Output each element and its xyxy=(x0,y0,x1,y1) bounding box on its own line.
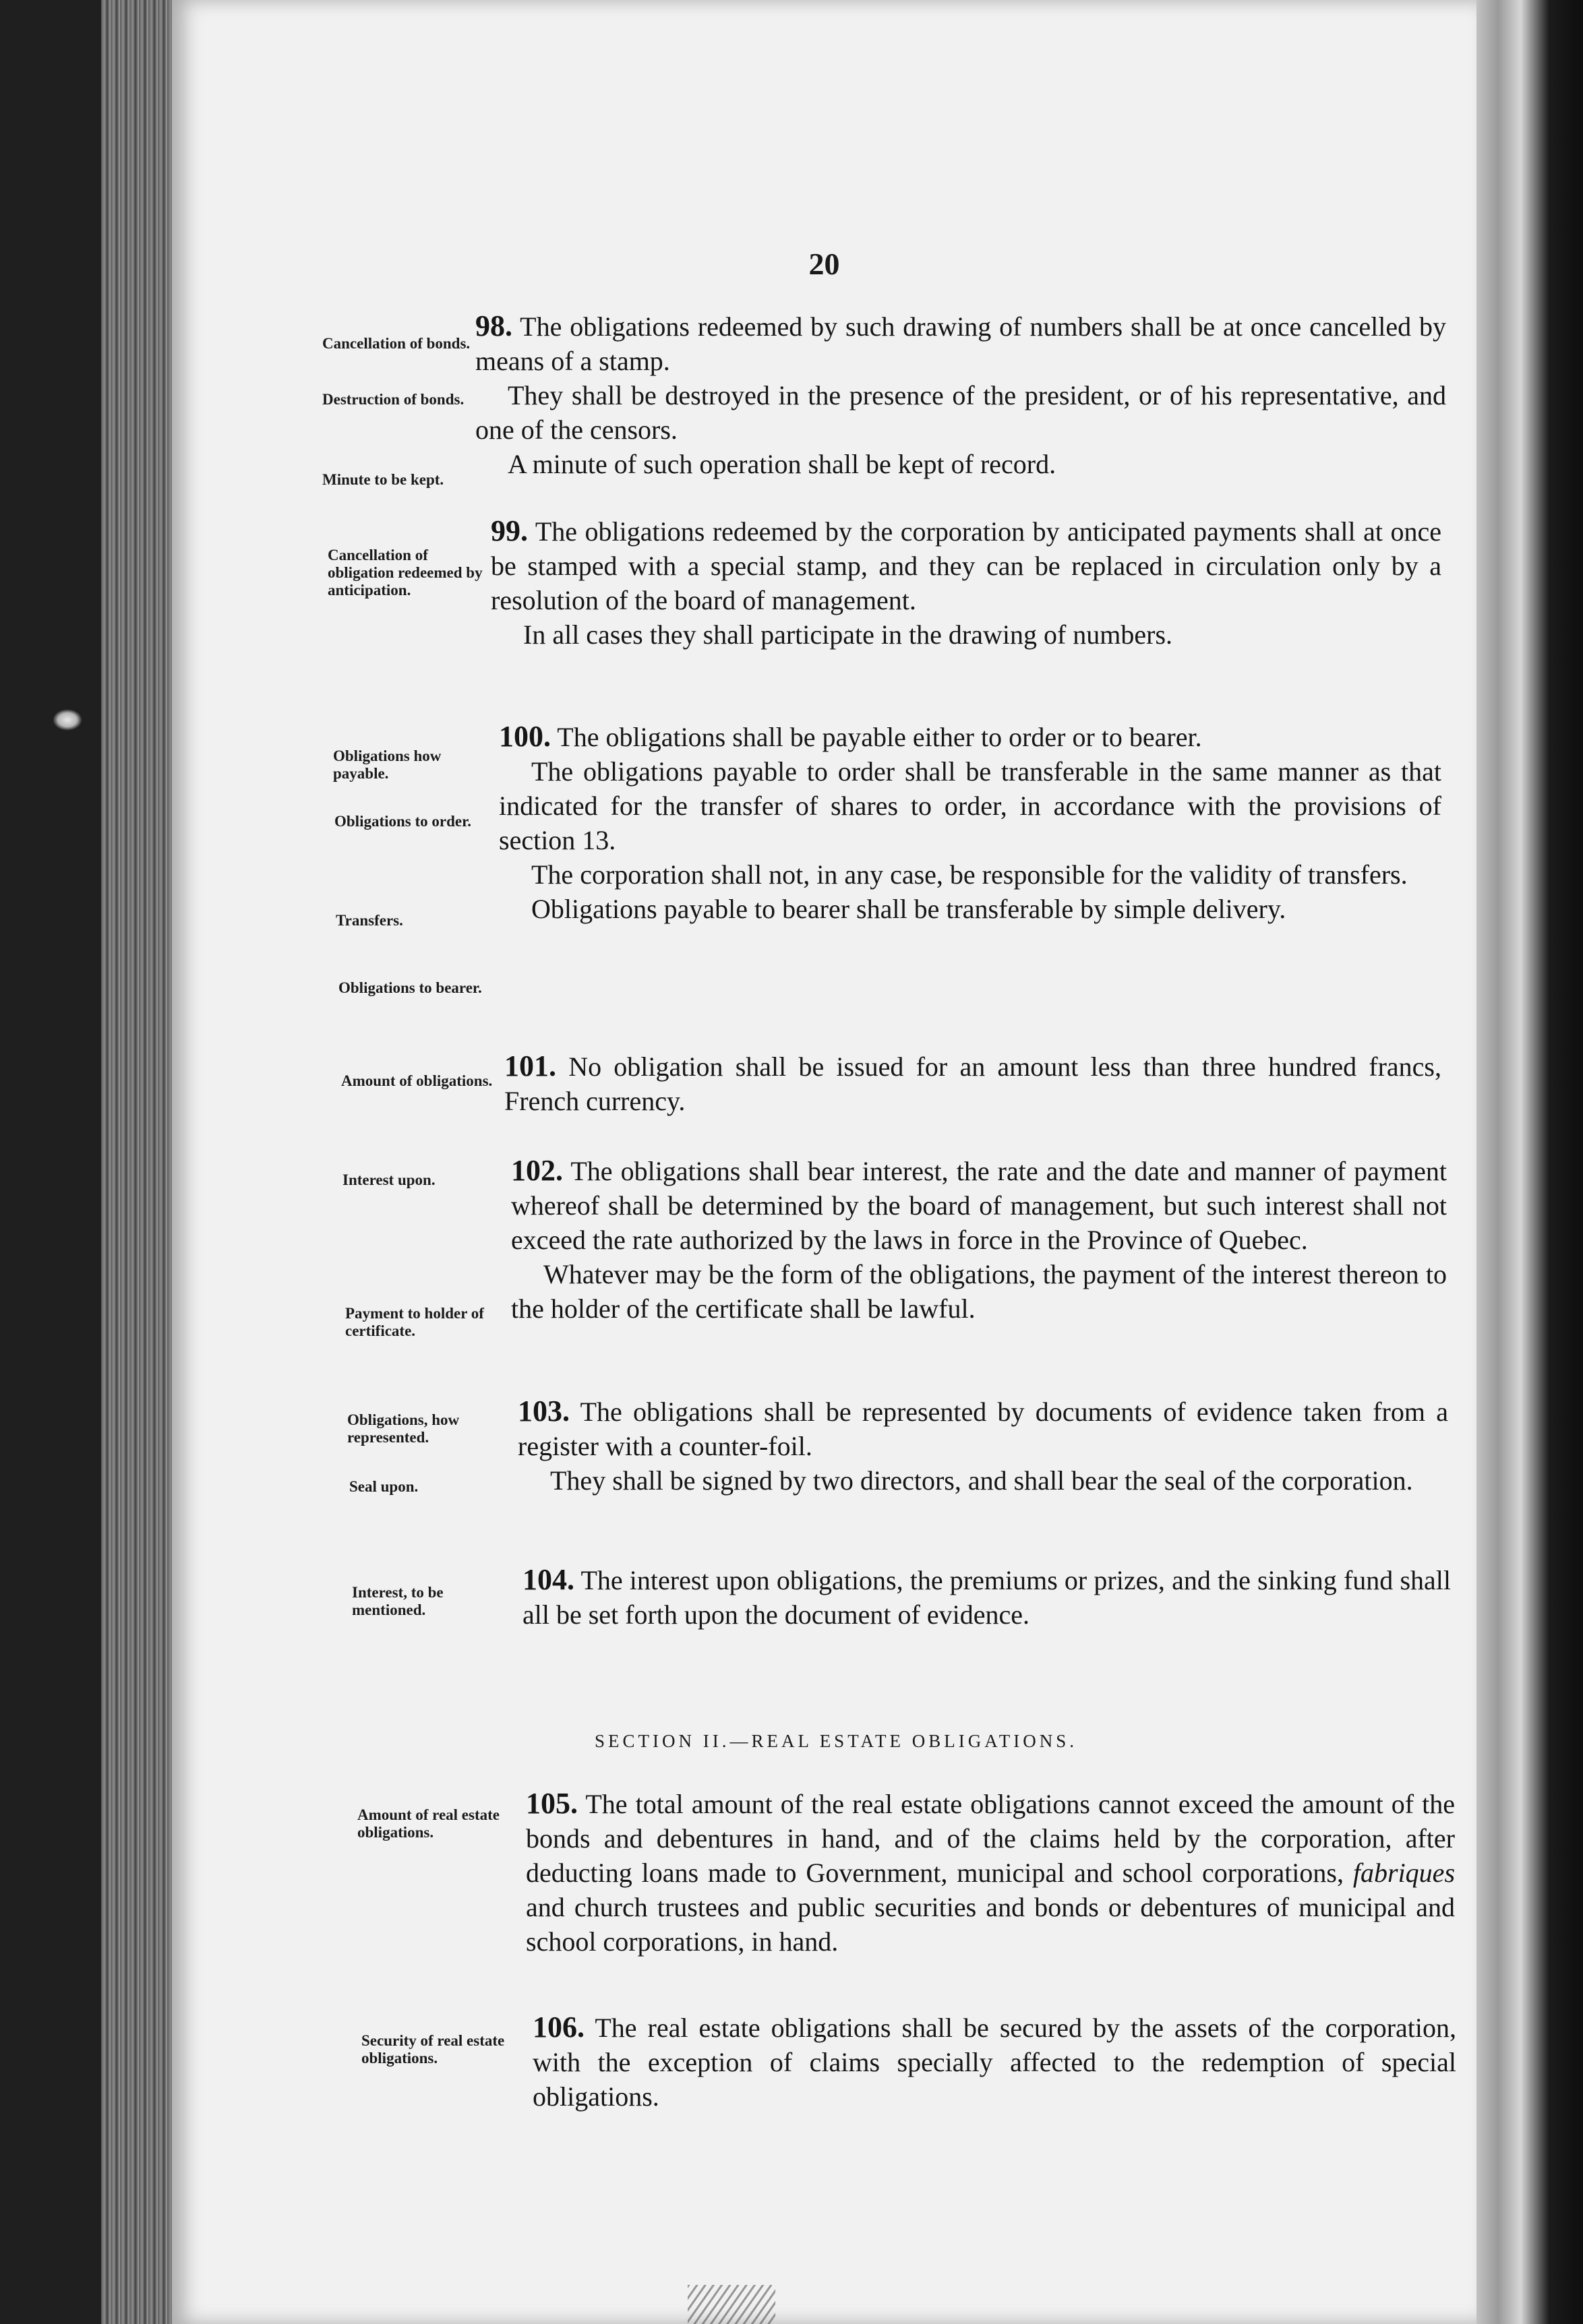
margin-note: Obligations to bearer. xyxy=(338,979,482,996)
paragraph: The interest upon obligations, the premiums or prizes, and the sinking fund shall all be set forth upon the document of evidence. xyxy=(522,1565,1451,1630)
paragraph: Whatever may be the form of the obligations, the payment of the interest thereon to the holder of the certificate shall be lawful. xyxy=(511,1259,1447,1324)
paragraph: The obligations redeemed by such drawing of numbers shall be at once cancelled by means of a stamp. xyxy=(475,311,1446,376)
section-100 xyxy=(499,719,1441,926)
section-102 xyxy=(511,1153,1447,1326)
paragraph: The corporation shall not, in any case, be responsible for the validity of transfers. xyxy=(531,859,1408,890)
margin-note: Amount of real estate obligations. xyxy=(357,1806,500,1841)
margin-note: Obligations, how represented. xyxy=(347,1411,460,1446)
margin-note: Obligations how payable. xyxy=(333,747,442,782)
margin-note: Interest, to be mentioned. xyxy=(352,1584,444,1618)
section-number: 105. xyxy=(526,1787,578,1820)
section-103 xyxy=(518,1394,1448,1498)
paragraph: The obligations shall be represented by documents of evidence taken from a register with a counter-foil. xyxy=(518,1397,1448,1461)
paragraph: In all cases they shall participate in the drawing of numbers. xyxy=(523,619,1173,650)
margin-note: Transfers. xyxy=(336,912,403,929)
margin-note: Minute to be kept. xyxy=(322,471,444,488)
margin-note: Cancellation of bonds. xyxy=(322,335,471,352)
paragraph: The real estate obligations shall be secured by the assets of the corporation, with the exception of claims specially affected to the redemption of special obligations. xyxy=(533,2013,1457,2112)
margin-note: Cancellation of obligation redeemed by anticipation. xyxy=(328,547,483,599)
paragraph: No obligation shall be issued for an amount less than three hundred francs, French currency. xyxy=(504,1051,1441,1116)
section-105 xyxy=(526,1786,1455,1959)
section-number: 106. xyxy=(533,2011,585,2044)
scan-artifact xyxy=(688,2285,775,2324)
section-98 xyxy=(475,309,1446,481)
paragraph: They shall be signed by two directors, and shall bear the seal of the corporation. xyxy=(550,1465,1413,1496)
page-edges-right xyxy=(1470,0,1583,2324)
section-number: 99. xyxy=(491,514,528,547)
section-104 xyxy=(522,1562,1451,1632)
margin-note: Interest upon. xyxy=(342,1171,436,1188)
section-heading: SECTION II.—REAL ESTATE OBLIGATIONS. xyxy=(594,1731,1078,1751)
margin-note: Destruction of bonds. xyxy=(322,391,465,408)
section-number: 102. xyxy=(511,1154,563,1187)
section-106 xyxy=(533,2010,1456,2114)
margin-note: Amount of obligations. xyxy=(341,1072,493,1089)
paragraph: The obligations shall bear interest, the rate and the date and manner of payment whereof shall be determined by the board of management, but such interest shall not exceed the rate authorized by the laws in force in the Province of Quebec. xyxy=(511,1156,1447,1255)
paragraph: The obligations redeemed by the corporation by anticipated payments shall at once be stamped with a special stamp, and they can be replaced in circulation only by a resolution of the board of management. xyxy=(491,516,1441,615)
margin-note: Payment to holder of certificate. xyxy=(345,1305,484,1339)
section-number: 103. xyxy=(518,1395,570,1428)
paragraph: A minute of such operation shall be kept of record. xyxy=(508,449,1056,479)
paragraph: The obligations shall be payable either to order or to bearer. xyxy=(557,722,1202,752)
page-edges-left xyxy=(101,0,182,2324)
section-101 xyxy=(504,1049,1441,1118)
section-number: 100. xyxy=(499,720,551,753)
ink-blot xyxy=(53,709,82,731)
page-number: 20 xyxy=(808,247,840,281)
section-number: 104. xyxy=(522,1563,574,1596)
section-number: 98. xyxy=(475,309,512,342)
margin-note: Obligations to order. xyxy=(334,813,471,830)
italic-term: fabriques xyxy=(1352,1858,1456,1888)
paragraph: The total amount of the real estate obligations cannot exceed the amount of the bonds and debentures in hand, and of the claims held by the corporation, after deducting loans made to Government, municipal and school corporations, xyxy=(526,1789,1456,1888)
paragraph: They shall be destroyed in the presence of the president, or of his representative, and one of the censors. xyxy=(475,380,1446,445)
section-99 xyxy=(491,514,1441,652)
paragraph: The obligations payable to order shall be transferable in the same manner as that indicated for the transfer of shares to order, in accordance with the provisions of section 13. xyxy=(499,756,1441,855)
paragraph: Obligations payable to bearer shall be transferable by simple delivery. xyxy=(531,894,1286,924)
margin-note: Security of real estate obligations. xyxy=(361,2032,505,2067)
paragraph: and church trustees and public securities and bonds or debentures of municipal and school corporations, in hand. xyxy=(526,1892,1455,1957)
section-number: 101. xyxy=(504,1049,556,1082)
margin-note: Seal upon. xyxy=(349,1478,419,1495)
